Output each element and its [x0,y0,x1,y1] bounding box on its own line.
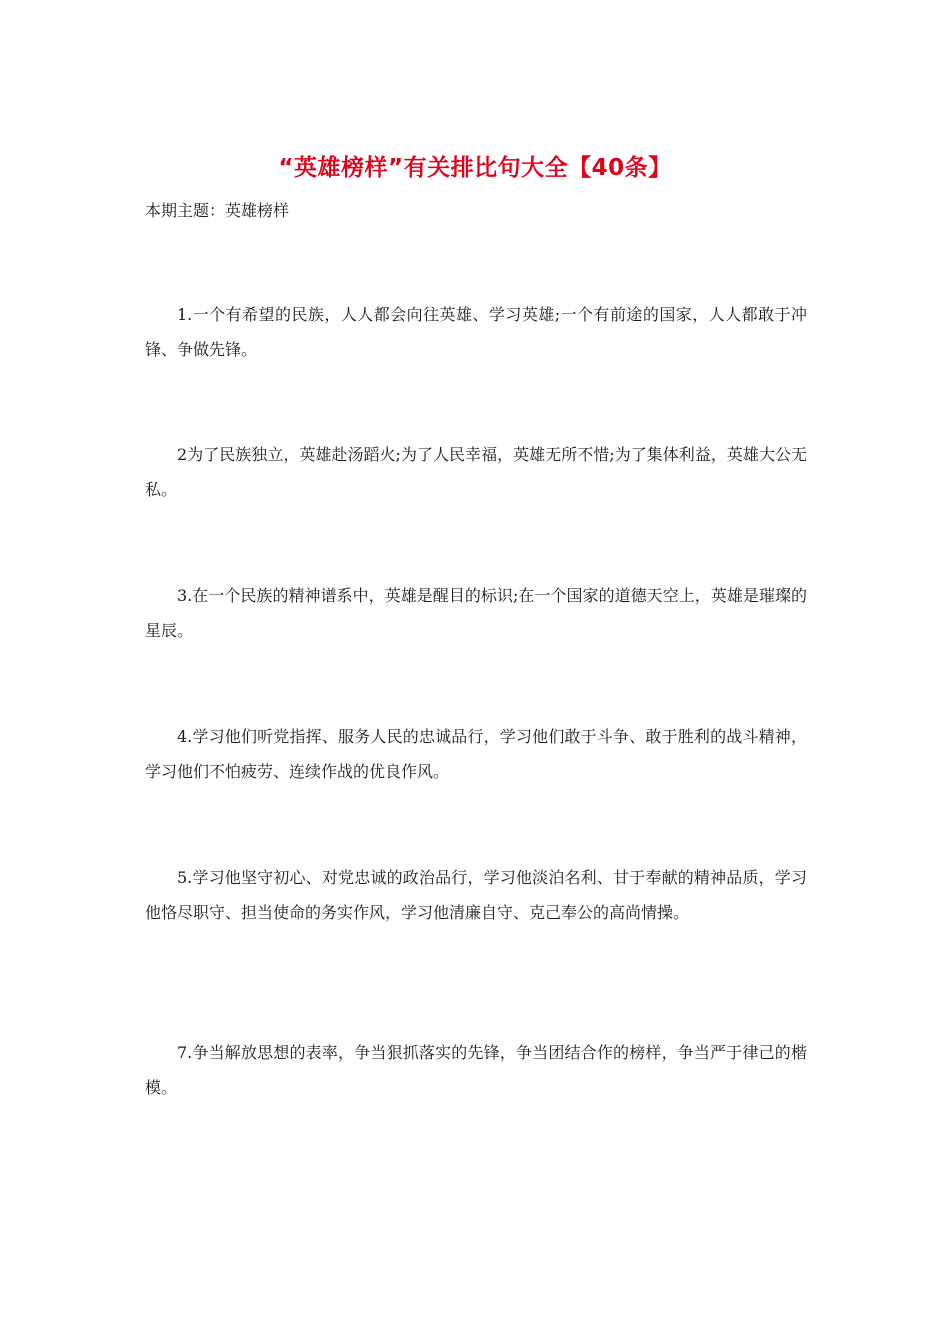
paragraph-3: 3.在一个民族的精神谱系中，英雄是醒目的标识;在一个国家的道德天空上，英雄是璀璨的星辰。 [145,586,807,640]
paragraph-5: 5.学习他坚守初心、对党忠诚的政治品行，学习他淡泊名利、甘于奉献的精神品质，学习他恪尽职守、担当使命的务实作风，学习他清廉自守、克己奉公的高尚情操。 [145,868,807,922]
paragraph-1: 1.一个有希望的民族，人人都会向往英雄、学习英雄;一个有前途的国家，人人都敢于冲锋、争做先锋。 [145,305,807,359]
document-subtitle: 本期主题：英雄榜样 [145,201,290,220]
paragraph-2: 2为了民族独立，英雄赴汤蹈火;为了人民幸福，英雄无所不惜;为了集体利益，英雄大公无私。 [145,445,807,499]
document-title: “英雄榜样”有关排比句大全【40条】 [278,155,672,181]
paragraph-7: 7.争当解放思想的表率，争当狠抓落实的先锋，争当团结合作的榜样，争当严于律己的楷模。 [145,1043,807,1097]
paragraph-4: 4.学习他们听党指挥、服务人民的忠诚品行，学习他们敢于斗争、敢于胜利的战斗精神，学习他们不怕疲劳、连续作战的优良作风。 [145,727,807,781]
